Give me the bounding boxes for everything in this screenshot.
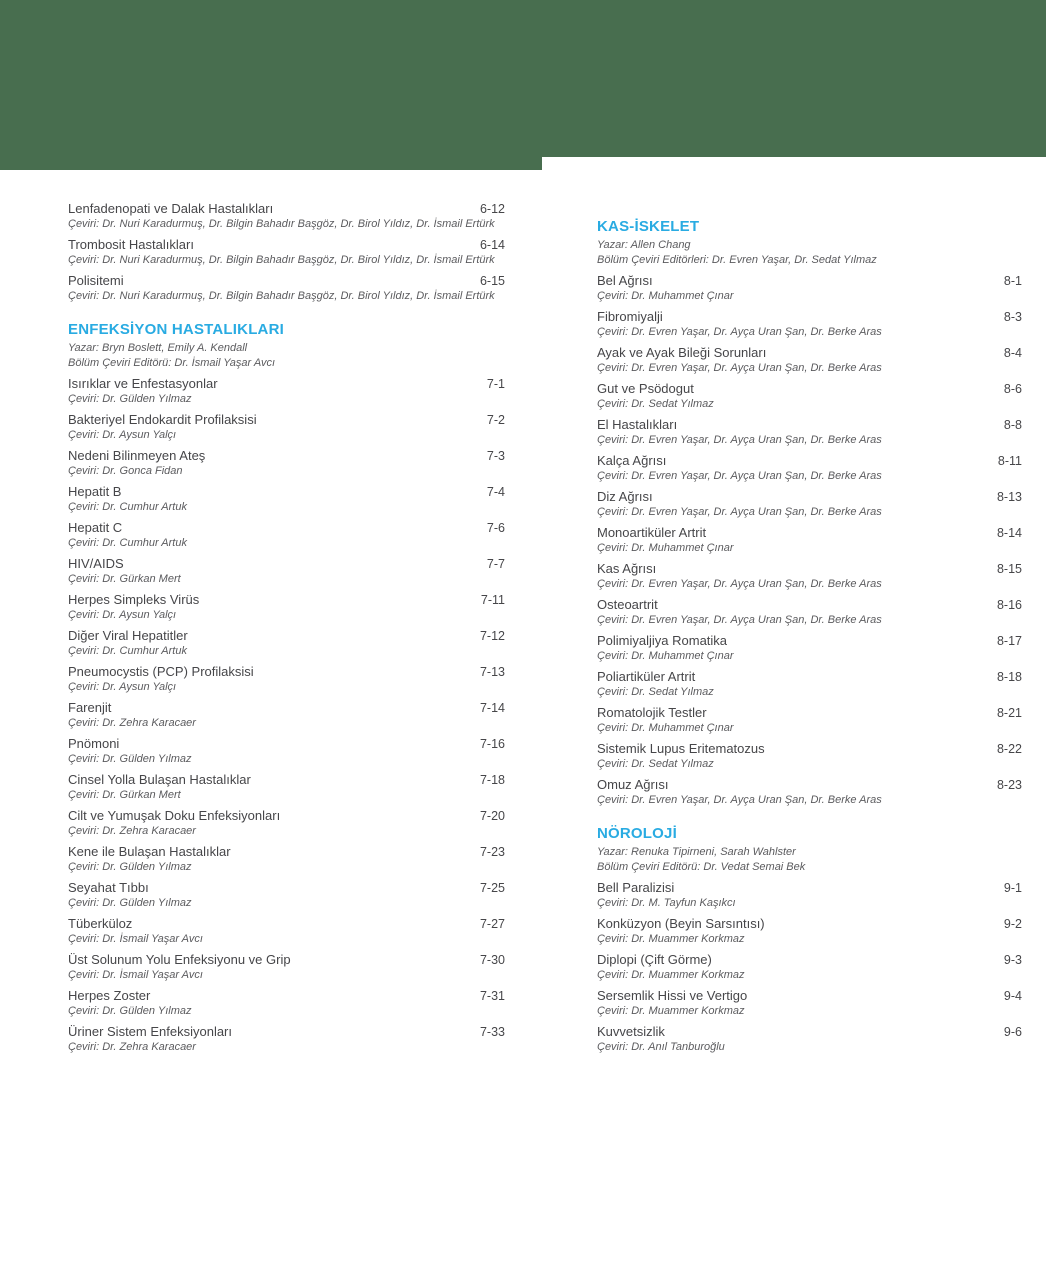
entry-title: Monoartiküler Artrit xyxy=(597,525,707,540)
toc-entry xyxy=(68,915,505,946)
entry-title-row xyxy=(68,591,505,609)
toc-column-right xyxy=(597,200,1022,1059)
entry-title-row xyxy=(68,519,505,537)
toc-column-left xyxy=(68,200,505,1059)
section-author: Yazar: Bryn Boslett, Emily A. Kendall xyxy=(68,342,248,354)
entry-title: Ayak ve Ayak Bileği Sorunları xyxy=(597,345,767,360)
entry-page-number: 6-12 xyxy=(479,202,505,216)
entry-page-number: 8-6 xyxy=(1003,382,1022,396)
entry-translator: Çeviri: Dr. Aysun Yalçı xyxy=(68,609,177,621)
entry-title: Kas Ağrısı xyxy=(597,561,657,576)
entry-title-row xyxy=(597,380,1022,398)
entry-title-row xyxy=(597,704,1022,722)
toc-entry xyxy=(597,560,1022,591)
toc-entry xyxy=(68,200,505,231)
toc-entry xyxy=(68,843,505,874)
entry-page-number: 7-6 xyxy=(486,521,505,535)
entry-page-number: 8-16 xyxy=(996,598,1022,612)
toc-entry xyxy=(597,452,1022,483)
entry-translator: Çeviri: Dr. Aysun Yalçı xyxy=(68,681,177,693)
toc-entry xyxy=(597,915,1022,946)
entry-title: Gut ve Psödogut xyxy=(597,381,694,396)
entry-title: Bakteriyel Endokardit Profilaksisi xyxy=(68,412,257,427)
entry-translator: Çeviri: Dr. Cumhur Artuk xyxy=(68,537,187,549)
entry-page-number: 7-13 xyxy=(479,665,505,679)
entry-page-number: 8-22 xyxy=(996,742,1022,756)
entry-title: Diğer Viral Hepatitler xyxy=(68,628,188,643)
section-title: KAS-İSKELET xyxy=(597,218,700,235)
entry-title: Bell Paralizisi xyxy=(597,880,675,895)
entry-translator: Çeviri: Dr. Nuri Karadurmuş, Dr. Bilgin Bahadır Başgöz, Dr. Birol Yıldız, Dr. İsmail Ertürk xyxy=(68,218,495,230)
entry-translator: Çeviri: Dr. Gülden Yılmaz xyxy=(68,1005,192,1017)
entry-translator: Çeviri: Dr. Cumhur Artuk xyxy=(68,645,187,657)
entry-translator: Çeviri: Dr. Gülden Yılmaz xyxy=(68,897,192,909)
entry-title: Cilt ve Yumuşak Doku Enfeksiyonları xyxy=(68,808,281,823)
entry-page-number: 7-14 xyxy=(479,701,505,715)
entry-page-number: 7-12 xyxy=(479,629,505,643)
toc-section xyxy=(597,216,1022,268)
entry-translator: Çeviri: Dr. M. Tayfun Kaşıkcı xyxy=(597,897,736,909)
entry-page-number: 7-23 xyxy=(479,845,505,859)
entry-title: Hepatit B xyxy=(68,484,122,499)
toc-entry xyxy=(68,735,505,766)
entry-translator: Çeviri: Dr. Muammer Korkmaz xyxy=(597,1005,745,1017)
entry-page-number: 7-7 xyxy=(486,557,505,571)
section-author: Yazar: Renuka Tipirneni, Sarah Wahlster xyxy=(597,846,796,858)
entry-title: Omuz Ağrısı xyxy=(597,777,669,792)
entry-title-row xyxy=(68,843,505,861)
toc-entry xyxy=(597,668,1022,699)
entry-title-row xyxy=(68,879,505,897)
entry-translator: Çeviri: Dr. Cumhur Artuk xyxy=(68,501,187,513)
entry-title-row xyxy=(597,488,1022,506)
section-editor: Bölüm Çeviri Editörü: Dr. İsmail Yaşar Avcı xyxy=(68,357,276,369)
entry-page-number: 8-14 xyxy=(996,526,1022,540)
entry-translator: Çeviri: Dr. Sedat Yılmaz xyxy=(597,398,714,410)
entry-title-row xyxy=(68,915,505,933)
entry-page-number: 7-33 xyxy=(479,1025,505,1039)
entry-translator: Çeviri: Dr. Nuri Karadurmuş, Dr. Bilgin Bahadır Başgöz, Dr. Birol Yıldız, Dr. İsmail Ertürk xyxy=(68,290,495,302)
entry-title: Pnömoni xyxy=(68,736,120,751)
entry-title: HIV/AIDS xyxy=(68,556,124,571)
entry-title: Pneumocystis (PCP) Profilaksisi xyxy=(68,664,254,679)
entry-title: Tüberküloz xyxy=(68,916,133,931)
entry-title-row xyxy=(597,308,1022,326)
section-editor: Bölüm Çeviri Editörü: Dr. Vedat Semai Bek xyxy=(597,861,806,873)
entry-title: Romatolojik Testler xyxy=(597,705,707,720)
entry-translator: Çeviri: Dr. Evren Yaşar, Dr. Ayça Uran Şan, Dr. Berke Aras xyxy=(597,470,882,482)
entry-translator: Çeviri: Dr. Gürkan Mert xyxy=(68,573,181,585)
entry-title-row xyxy=(68,483,505,501)
entry-page-number: 7-18 xyxy=(479,773,505,787)
entry-translator: Çeviri: Dr. Muammer Korkmaz xyxy=(597,933,745,945)
entry-title: Cinsel Yolla Bulaşan Hastalıklar xyxy=(68,772,251,787)
toc-entry xyxy=(597,776,1022,807)
entry-page-number: 9-6 xyxy=(1003,1025,1022,1039)
toc-section xyxy=(597,823,1022,875)
toc-entry xyxy=(597,704,1022,735)
entry-title: Kuvvetsizlik xyxy=(597,1024,665,1039)
entry-title: Nedeni Bilinmeyen Ateş xyxy=(68,448,206,463)
entry-translator: Çeviri: Dr. Evren Yaşar, Dr. Ayça Uran Şan, Dr. Berke Aras xyxy=(597,434,882,446)
entry-translator: Çeviri: Dr. Nuri Karadurmuş, Dr. Bilgin Bahadır Başgöz, Dr. Birol Yıldız, Dr. İsmail Ertürk xyxy=(68,254,495,266)
entry-title: Isırıklar ve Enfestasyonlar xyxy=(68,376,218,391)
entry-title-row xyxy=(597,416,1022,434)
entry-title: Fibromiyalji xyxy=(597,309,663,324)
entry-title-row xyxy=(597,740,1022,758)
entry-title: Poliartiküler Artrit xyxy=(597,669,696,684)
entry-title: Seyahat Tıbbı xyxy=(68,880,149,895)
entry-title-row xyxy=(68,735,505,753)
entry-page-number: 8-21 xyxy=(996,706,1022,720)
entry-title-row xyxy=(68,627,505,645)
toc-entry xyxy=(68,519,505,550)
toc-entry xyxy=(597,308,1022,339)
entry-title-row xyxy=(597,452,1022,470)
entry-title: Trombosit Hastalıkları xyxy=(68,237,194,252)
toc-entry xyxy=(597,272,1022,303)
toc-entry xyxy=(68,483,505,514)
entry-page-number: 7-11 xyxy=(480,593,505,607)
toc-entry xyxy=(68,411,505,442)
toc-entry xyxy=(68,879,505,910)
entry-title: Herpes Zoster xyxy=(68,988,151,1003)
entry-translator: Çeviri: Dr. Anıl Tanburoğlu xyxy=(597,1041,725,1053)
entry-page-number: 8-18 xyxy=(996,670,1022,684)
header-green-left-block xyxy=(0,0,542,170)
entry-page-number: 8-3 xyxy=(1003,310,1022,324)
entry-page-number: 7-3 xyxy=(486,449,505,463)
toc-entry xyxy=(597,524,1022,555)
toc-entry xyxy=(597,380,1022,411)
entry-translator: Çeviri: Dr. Sedat Yılmaz xyxy=(597,686,714,698)
toc-entry xyxy=(68,1023,505,1054)
entry-title-row xyxy=(68,411,505,429)
toc-entry xyxy=(597,632,1022,663)
toc-entry xyxy=(68,627,505,658)
entry-page-number: 8-11 xyxy=(997,454,1022,468)
toc-entry xyxy=(68,987,505,1018)
section-editor: Bölüm Çeviri Editörleri: Dr. Evren Yaşar, Dr. Sedat Yılmaz xyxy=(597,254,877,266)
entry-title-row xyxy=(597,987,1022,1005)
entry-title-row xyxy=(597,668,1022,686)
entry-title: Diplopi (Çift Görme) xyxy=(597,952,712,967)
entry-page-number: 7-27 xyxy=(479,917,505,931)
entry-title-row xyxy=(597,632,1022,650)
entry-translator: Çeviri: Dr. Gülden Yılmaz xyxy=(68,861,192,873)
entry-translator: Çeviri: Dr. Muhammet Çınar xyxy=(597,722,734,734)
entry-title-row xyxy=(597,1023,1022,1041)
entry-title: Konküzyon (Beyin Sarsıntısı) xyxy=(597,916,765,931)
entry-translator: Çeviri: Dr. Evren Yaşar, Dr. Ayça Uran Şan, Dr. Berke Aras xyxy=(597,362,882,374)
entry-translator: Çeviri: Dr. Gülden Yılmaz xyxy=(68,393,192,405)
entry-translator: Çeviri: Dr. Muammer Korkmaz xyxy=(597,969,745,981)
toc-entry xyxy=(68,447,505,478)
entry-title: Herpes Simpleks Virüs xyxy=(68,592,200,607)
toc-entry xyxy=(68,951,505,982)
entry-page-number: 9-1 xyxy=(1003,881,1022,895)
toc-entry xyxy=(597,740,1022,771)
entry-translator: Çeviri: Dr. Sedat Yılmaz xyxy=(597,758,714,770)
entry-title-row xyxy=(68,236,505,254)
entry-translator: Çeviri: Dr. Evren Yaşar, Dr. Ayça Uran Şan, Dr. Berke Aras xyxy=(597,794,882,806)
entry-title: Farenjit xyxy=(68,700,112,715)
entry-page-number: 7-25 xyxy=(479,881,505,895)
entry-title-row xyxy=(597,560,1022,578)
entry-title-row xyxy=(597,272,1022,290)
entry-title: El Hastalıkları xyxy=(597,417,678,432)
entry-title-row xyxy=(597,951,1022,969)
section-title: ENFEKSİYON HASTALIKLARI xyxy=(68,321,284,338)
entry-page-number: 8-4 xyxy=(1003,346,1022,360)
toc-entry xyxy=(597,488,1022,519)
entry-title-row xyxy=(597,776,1022,794)
entry-translator: Çeviri: Dr. İsmail Yaşar Avcı xyxy=(68,969,203,981)
entry-translator: Çeviri: Dr. Zehra Karacaer xyxy=(68,825,196,837)
entry-title: Osteoartrit xyxy=(597,597,658,612)
entry-title-row xyxy=(597,596,1022,614)
entry-title: Polimiyaljiya Romatika xyxy=(597,633,728,648)
entry-translator: Çeviri: Dr. Gonca Fidan xyxy=(68,465,183,477)
entry-page-number: 7-20 xyxy=(479,809,505,823)
entry-page-number: 8-15 xyxy=(996,562,1022,576)
entry-page-number: 8-1 xyxy=(1003,274,1022,288)
entry-translator: Çeviri: Dr. Evren Yaşar, Dr. Ayça Uran Şan, Dr. Berke Aras xyxy=(597,506,882,518)
entry-title-row xyxy=(68,663,505,681)
entry-title-row xyxy=(68,987,505,1005)
entry-title-row xyxy=(68,555,505,573)
entry-title-row xyxy=(68,699,505,717)
section-author: Yazar: Allen Chang xyxy=(597,239,691,251)
toc-entry xyxy=(68,699,505,730)
entry-title-row xyxy=(597,344,1022,362)
entry-page-number: 8-13 xyxy=(996,490,1022,504)
entry-page-number: 7-2 xyxy=(486,413,505,427)
entry-title: Üst Solunum Yolu Enfeksiyonu ve Grip xyxy=(68,952,291,967)
entry-page-number: 6-15 xyxy=(479,274,505,288)
toc-entry xyxy=(68,236,505,267)
entry-title: Lenfadenopati ve Dalak Hastalıkları xyxy=(68,201,274,216)
entry-page-number: 7-30 xyxy=(479,953,505,967)
toc-entry xyxy=(597,596,1022,627)
entry-translator: Çeviri: Dr. Evren Yaşar, Dr. Ayça Uran Şan, Dr. Berke Aras xyxy=(597,578,882,590)
toc-entry xyxy=(597,879,1022,910)
toc-entry xyxy=(68,663,505,694)
entry-translator: Çeviri: Dr. Aysun Yalçı xyxy=(68,429,177,441)
entry-translator: Çeviri: Dr. Muhammet Çınar xyxy=(597,650,734,662)
entry-page-number: 7-4 xyxy=(486,485,505,499)
entry-translator: Çeviri: Dr. Evren Yaşar, Dr. Ayça Uran Şan, Dr. Berke Aras xyxy=(597,326,882,338)
entry-title-row xyxy=(68,1023,505,1041)
toc-entry xyxy=(597,344,1022,375)
section-title: NÖROLOJİ xyxy=(597,825,677,842)
entry-title: Polisitemi xyxy=(68,273,124,288)
entry-title-row xyxy=(597,524,1022,542)
entry-title-row xyxy=(68,807,505,825)
toc-entry xyxy=(68,591,505,622)
entry-title: Sistemik Lupus Eritematozus xyxy=(597,741,765,756)
entry-translator: Çeviri: Dr. Evren Yaşar, Dr. Ayça Uran Şan, Dr. Berke Aras xyxy=(597,614,882,626)
entry-title-row xyxy=(68,447,505,465)
entry-title-row xyxy=(68,771,505,789)
entry-page-number: 9-2 xyxy=(1003,917,1022,931)
entry-translator: Çeviri: Dr. Gülden Yılmaz xyxy=(68,753,192,765)
entry-title: Kene ile Bulaşan Hastalıklar xyxy=(68,844,231,859)
toc-entry xyxy=(597,951,1022,982)
toc-entry xyxy=(68,375,505,406)
entry-title-row xyxy=(597,915,1022,933)
entry-title-row xyxy=(68,375,505,393)
entry-title: Hepatit C xyxy=(68,520,123,535)
toc-entry xyxy=(68,807,505,838)
entry-translator: Çeviri: Dr. Zehra Karacaer xyxy=(68,1041,196,1053)
entry-translator: Çeviri: Dr. Gürkan Mert xyxy=(68,789,181,801)
entry-translator: Çeviri: Dr. Muhammet Çınar xyxy=(597,290,734,302)
toc-section xyxy=(68,319,505,371)
entry-page-number: 8-23 xyxy=(996,778,1022,792)
entry-title: Diz Ağrısı xyxy=(597,489,653,504)
entry-translator: Çeviri: Dr. Muhammet Çınar xyxy=(597,542,734,554)
entry-translator: Çeviri: Dr. İsmail Yaşar Avcı xyxy=(68,933,203,945)
entry-page-number: 7-1 xyxy=(486,377,505,391)
entry-title-row xyxy=(68,951,505,969)
entry-page-number: 8-8 xyxy=(1003,418,1022,432)
toc-entry xyxy=(68,771,505,802)
toc-entry xyxy=(597,416,1022,447)
header-green-right-block xyxy=(542,0,1046,157)
entry-title-row xyxy=(68,272,505,290)
entry-title: Bel Ağrısı xyxy=(597,273,653,288)
entry-page-number: 9-4 xyxy=(1003,989,1022,1003)
entry-translator: Çeviri: Dr. Zehra Karacaer xyxy=(68,717,196,729)
entry-page-number: 7-31 xyxy=(479,989,505,1003)
entry-title-row xyxy=(597,879,1022,897)
toc-entry xyxy=(68,555,505,586)
toc-entry xyxy=(597,987,1022,1018)
toc-entry xyxy=(597,1023,1022,1054)
entry-title: Üriner Sistem Enfeksiyonları xyxy=(68,1024,232,1039)
entry-title: Kalça Ağrısı xyxy=(597,453,667,468)
entry-page-number: 6-14 xyxy=(479,238,505,252)
entry-title-row xyxy=(68,200,505,218)
entry-page-number: 9-3 xyxy=(1003,953,1022,967)
entry-title: Sersemlik Hissi ve Vertigo xyxy=(597,988,748,1003)
entry-page-number: 8-17 xyxy=(996,634,1022,648)
toc-entry xyxy=(68,272,505,303)
entry-page-number: 7-16 xyxy=(479,737,505,751)
